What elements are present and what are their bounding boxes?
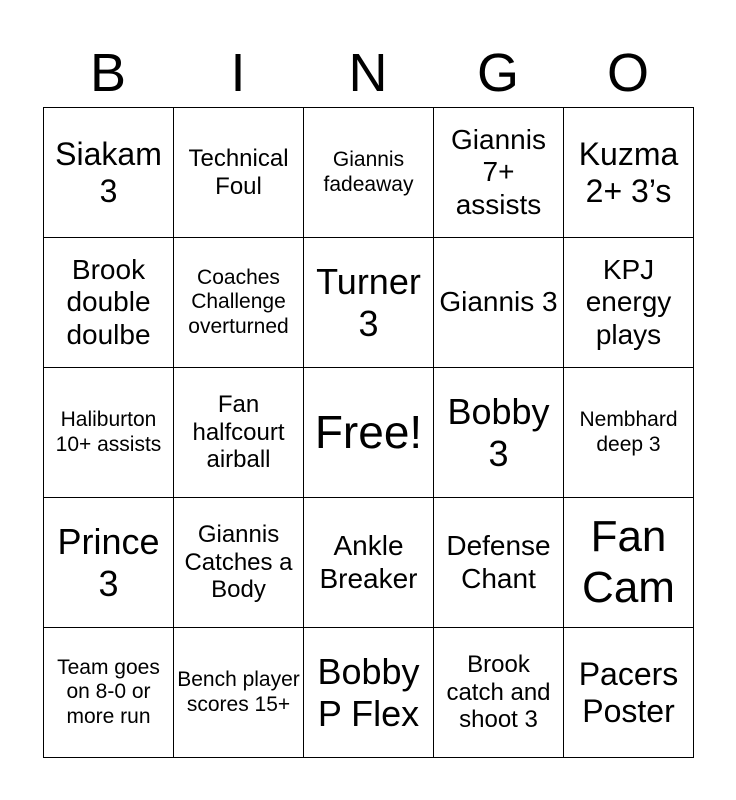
bingo-cell[interactable]: Bobby P Flex [304,628,434,758]
bingo-cell[interactable]: Turner 3 [304,238,434,368]
bingo-cell[interactable]: Giannis fadeaway [304,108,434,238]
header-letter-g: G [476,43,519,103]
board-row [44,498,694,628]
board-row [44,238,694,368]
bingo-cell[interactable]: Giannis Catches a Body [174,498,304,628]
bingo-cell[interactable]: Ankle Breaker [304,498,434,628]
header-letter-n: N [348,43,388,103]
free-space-cell[interactable]: Free! [304,368,434,498]
bingo-cell[interactable]: Nembhard deep 3 [564,368,694,498]
bingo-cell[interactable]: Pacers Poster [564,628,694,758]
bingo-cell[interactable]: Coaches Challenge overturned [174,238,304,368]
bingo-cell[interactable]: Fan halfcourt airball [174,368,304,498]
board-row [44,628,694,758]
bingo-cell[interactable]: Defense Chant [434,498,564,628]
bingo-cell[interactable]: KPJ energy plays [564,238,694,368]
bingo-cell[interactable]: Team goes on 8-0 or more run [44,628,174,758]
header-letter-o: O [606,43,649,103]
board-row [44,108,694,238]
bingo-board [43,107,694,758]
bingo-cell[interactable]: Bench player scores 15+ [174,628,304,758]
bingo-cell[interactable]: Fan Cam [564,498,694,628]
bingo-cell[interactable]: Siakam 3 [44,108,174,238]
bingo-cell[interactable]: Kuzma 2+ 3’s [564,108,694,238]
board-row [44,368,694,498]
bingo-cell[interactable]: Brook catch and shoot 3 [434,628,564,758]
bingo-cell[interactable]: Prince 3 [44,498,174,628]
bingo-cell[interactable]: Giannis 7+ assists [434,108,564,238]
bingo-cell[interactable]: Giannis 3 [434,238,564,368]
bingo-cell[interactable]: Bobby 3 [434,368,564,498]
header-letter-i: I [230,43,246,103]
bingo-cell[interactable]: Technical Foul [174,108,304,238]
bingo-header [43,40,693,106]
header-letter-b: B [89,43,127,103]
bingo-cell[interactable]: Haliburton 10+ assists [44,368,174,498]
bingo-cell[interactable]: Brook double doulbe [44,238,174,368]
